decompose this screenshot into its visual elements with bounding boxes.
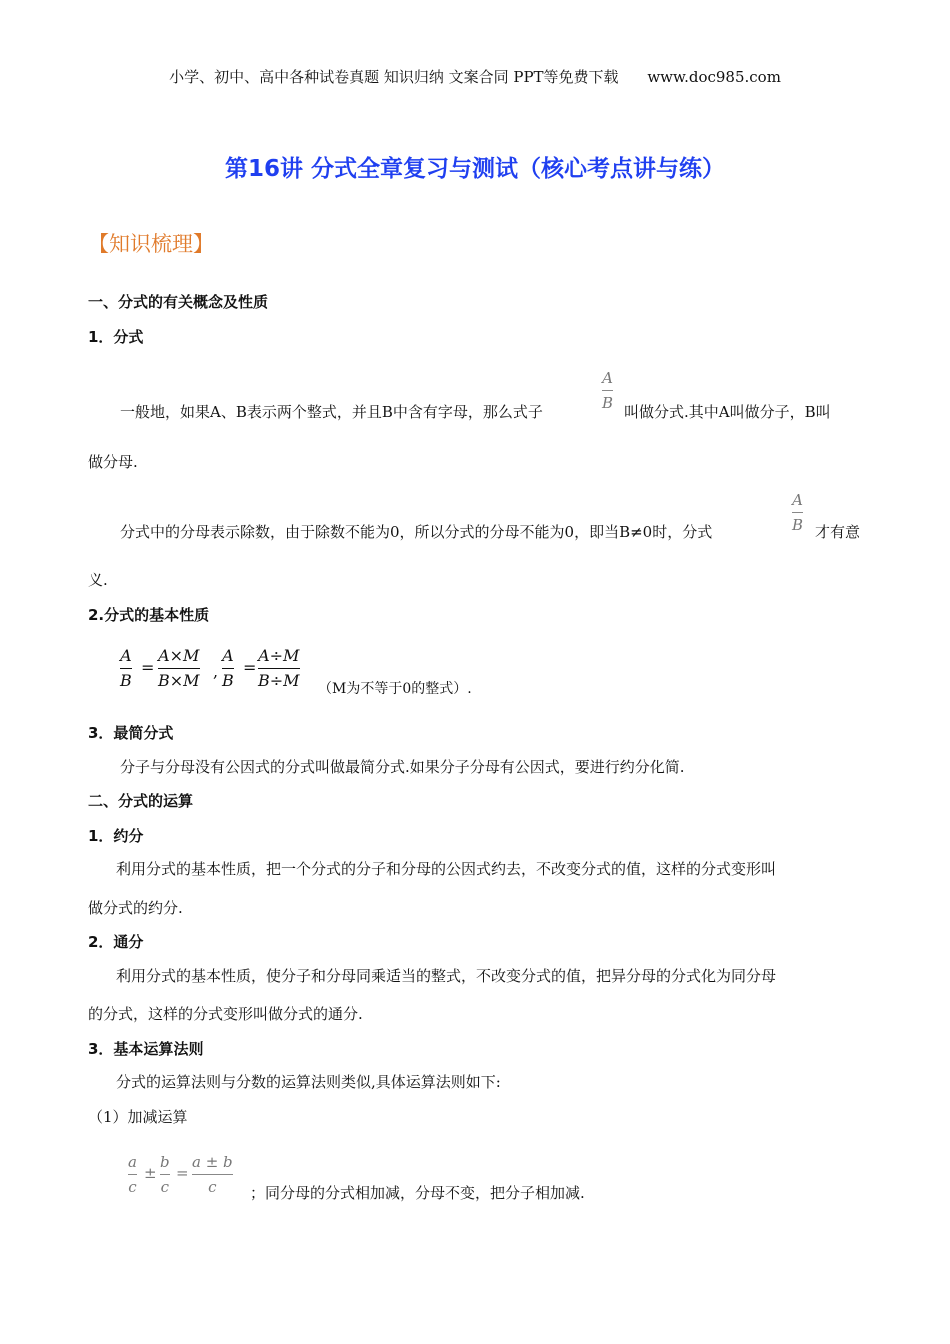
- section-title: 【知识梳理】: [88, 232, 214, 256]
- header-text: 小学、初中、高中各种试卷真题 知识归纳 文案合同 PPT等免费下载: [169, 68, 619, 86]
- formula-fraction-multiply: [158, 646, 200, 691]
- equals-sign-2: =: [243, 658, 257, 677]
- page-header: [0, 66, 950, 87]
- fraction-bar: [120, 668, 132, 669]
- fraction-numerator: a ± b: [192, 1153, 233, 1171]
- fraction-numerator: A: [602, 369, 613, 387]
- fraction-denominator: c: [128, 1178, 137, 1196]
- fraction-numerator: A: [222, 646, 234, 665]
- part1-heading: 一、分式的有关概念及性质: [88, 293, 269, 311]
- equals-sign: =: [141, 658, 155, 677]
- subheading-fraction: 1．分式: [88, 328, 144, 346]
- formula-fraction-sum: [192, 1152, 233, 1197]
- fraction-bar: [602, 390, 613, 391]
- fraction-numerator: A÷M: [258, 646, 300, 665]
- subheading-add-subtract: （1）加减运算: [88, 1108, 188, 1126]
- fraction-bar: [128, 1174, 137, 1175]
- paragraph-denominator-2: 义.: [88, 571, 108, 589]
- fraction-denominator: B: [222, 671, 234, 690]
- fraction-numerator: a: [128, 1153, 137, 1171]
- fraction-numerator: b: [160, 1153, 170, 1171]
- comma: ,: [213, 662, 219, 681]
- paragraph-reduction-2: 做分式的约分.: [88, 899, 183, 917]
- fraction-bar: [192, 1174, 233, 1175]
- fraction-denominator: B: [120, 671, 132, 690]
- fraction-denominator: B: [792, 516, 804, 534]
- formula-fraction-a-c: [128, 1152, 137, 1197]
- fraction-numerator: A: [792, 491, 803, 509]
- fraction-denominator: B÷M: [258, 671, 300, 690]
- paragraph-definition-1b: 叫做分式.其中A叫做分子，B叫: [624, 403, 831, 421]
- fraction-bar: [258, 668, 300, 669]
- paragraph-denominator-1a: 分式中的分母表示除数，由于除数不能为0，所以分式的分母不能为0，即当B≠0时，分式: [120, 523, 713, 541]
- formula-note: （M为不等于0的整式）.: [318, 681, 472, 697]
- fraction-bar: [792, 512, 803, 513]
- paragraph-common-denominator-1: 利用分式的基本性质，使分子和分母同乘适当的整式，不改变分式的值，把异分母的分式化为同分母: [116, 967, 777, 985]
- fraction-denominator: B: [602, 394, 614, 412]
- fraction-denominator: B×M: [158, 671, 200, 690]
- fraction-denominator: c: [208, 1178, 217, 1196]
- fraction-numerator: A×M: [158, 646, 200, 665]
- fraction-a-over-b-2: [792, 490, 803, 535]
- paragraph-definition-1a: 一般地，如果A、B表示两个整式，并且B中含有字母，那么式子: [120, 403, 543, 421]
- formula-fraction-b-c: [160, 1152, 170, 1197]
- formula-fraction-a-b: [120, 646, 132, 691]
- header-site[interactable]: www.doc985.com: [647, 68, 781, 86]
- fraction-bar: [222, 668, 234, 669]
- fraction-a-over-b: [602, 368, 613, 413]
- paragraph-reduction-1: 利用分式的基本性质，把一个分式的分子和分母的公因式约去，不改变分式的值，这样的分式变形叫: [116, 860, 777, 878]
- equals-sign-3: =: [176, 1164, 189, 1182]
- formula-add-subtract-note: ；同分母的分式相加减，分母不变，把分子相加减.: [250, 1184, 585, 1202]
- fraction-numerator: A: [120, 646, 132, 665]
- formula-fraction-divide: [258, 646, 300, 691]
- paragraph-denominator-1b: 才有意: [815, 523, 861, 541]
- paragraph-simplest-fraction: 分子与分母没有公因式的分式叫做最简分式.如果分子分母有公因式，要进行约分化简.: [120, 758, 685, 776]
- fraction-bar: [158, 668, 200, 669]
- subheading-reduction: 1．约分: [88, 827, 144, 845]
- subheading-common-denominator: 2．通分: [88, 933, 144, 951]
- formula-fraction-a-b-2: [222, 646, 234, 691]
- plus-minus-sign: ±: [144, 1164, 157, 1182]
- subheading-operation-rules: 3．基本运算法则: [88, 1040, 204, 1058]
- paragraph-operation-rules: 分式的运算法则与分数的运算法则类似,具体运算法则如下:: [116, 1073, 501, 1091]
- fraction-denominator: c: [160, 1178, 169, 1196]
- page-title: 第16讲 分式全章复习与测试（核心考点讲与练）: [224, 156, 725, 182]
- fraction-bar: [160, 1174, 170, 1175]
- paragraph-common-denominator-2: 的分式，这样的分式变形叫做分式的通分.: [88, 1005, 363, 1023]
- subheading-simplest-fraction: 3．最简分式: [88, 724, 174, 742]
- subheading-basic-property: 2.分式的基本性质: [88, 606, 210, 624]
- paragraph-definition-2: 做分母.: [88, 453, 138, 471]
- part2-heading: 二、分式的运算: [88, 792, 194, 810]
